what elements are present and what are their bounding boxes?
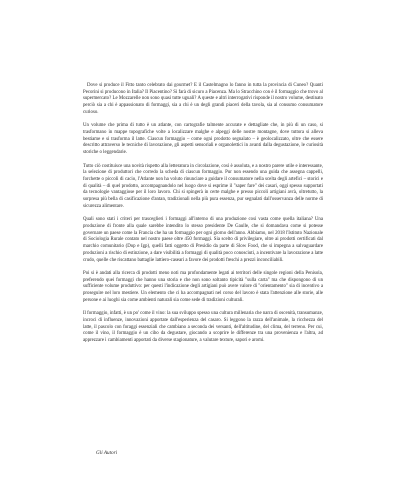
preface-text xyxy=(83,83,323,352)
paragraph-5: Poi si è andati alla ricerca di prodotti meno noti ma profondamente legati ai territori delle singole regioni della Penisola, preferendo quei formaggi che hanno una storia e che non sono soltanto tipicità "sulla carta" ma che dispongono di un sufficiente volume produttivo: per questi l'indicazione degli artigiani può avere valore di "orientamento" sia di incentivo a proseguire nel loro mestiere. Un elemento che ci ha accompagnati nel corso del lavoro è stata l'attenzione alle storie, alle persone e ai luoghi sia come ambienti naturali sia come sede di tradizioni culturali. xyxy=(83,271,323,303)
paragraph-1: Dove si produce il Fitto tanto celebrato dai gourmet? E il Castelmagno lo fanno in tutta la provincia di Cuneo? Quanti Pecorini si producono in Italia? Il Piacentino? Si farà di sicuro a Piacenza. Ma lo Stracchino con è il formaggio che trovo al supermercato? Le Mozzarelle non sono quasi tutte uguali? A queste e altri interrogativi risponde il nostro volume, destinato perciò sia a chi è appassionato di formaggi, sia a chi è un degli grandi piaceri della tavola, sia al consumo consumatore curioso. xyxy=(83,83,323,115)
paragraph-4: Quali sono stati i criteri per trasceglieri i formaggi all'interno di una produzione così vasta come quella italiana? Una produzione di fronte alla quale sarebbe intendito lo stesso presidente De Gaulle, che si domandava come si potesse governare un paese come la Francia che ha un formaggio per ogni giorno dell'anno. Abbiamo, nel 2018 l'Istituto Nazionale di Sociologia Rurale contato nel nostro paese oltre 450 formaggi. Sia scelto di privilegiare, oltre ai prodotti certificati dal marchio comunitario (Dop e Igp), quelli fatti oggetto di Presidio da parte di Slow Food, che si impegna a salvaguardare produzioni a rischio di estinzione, a dare visibilità a formaggi di qualità poco conosciuti, a incentivare la lavorazione a latte crudo, quelle che riscattano battaglie lattiero-caseari a favore dei prodotti freschi a prezzi inconciliabili. xyxy=(83,217,323,263)
paragraph-3: Tutto ciò costituisce una novità rispetto alla letteratura in circolazione, così è assoluta, e a nostro parere utile e interessante, la selezione di produttori che corredo la scheda di ciascun formaggio. Pur non essendo una guida che assegna cappelli, forchette o piccoli di cacio, l'Atlante non ha voluto rinunciare a guidare il consumatore nella scelta degli artefici – storici e di qualità – di quel prodotto, accompagnandolo nel luogo dove si esprime il "saper fare" dei casari, oggi spesso supportati da tecnologie vantaggiose per il loro lavoro. Chi si spingerà in certe malghe e presso piccoli artigiani avrà, oltretutto, la sorpresa più bella di casificazione d'antan, tradizionali nella più pura essenza, pur segnalati dall'osservanza delle norme di sicurezza alimentare. xyxy=(83,163,323,209)
paragraph-6: Il formaggio, infatti, è un po' come il vino: la sua sviluppo spesso una cultura millenaria che narra di oscenità, transumanze, incroci di influenze, innovazioni apportate dall'esperienza del casaro. Si leggono la razza dell'animale, la ricchezza del latte, il pascolo con foraggi essenziali che cambiano a seconda dei versanti, dell'altitudine, del clima, del terreno. Per cui, come il vino, il formaggio è un cibo da degustare, giocando a scoprire le differenze tra una provenienza e l'altra, ad apprezzare i cambiamenti apportati da diverse stagionature, a valutare texture, sapori e aromi. xyxy=(83,311,323,344)
paragraph-2: Un volume che prima di tutto è un atlante, con cartografie talmente accurate e dettagliate che, in più di un caso, si trasformano in mappe topografiche volte a localizzare malghe e alpeggi delle nostre montagne, dove tuttora si alleva bestiame e si trasforma il latte. Ciascun formaggio – come ogni prodotto segnalato – è geolocalizzato, oltre che essere descritto attraverso le tecniche di lavorazione, gli aspetti sensoriali e organolettici in avanti dalla degustazione, le curiosità storiche o leggendarie. xyxy=(83,123,323,156)
authors-signature: Gli Autori xyxy=(96,450,118,456)
